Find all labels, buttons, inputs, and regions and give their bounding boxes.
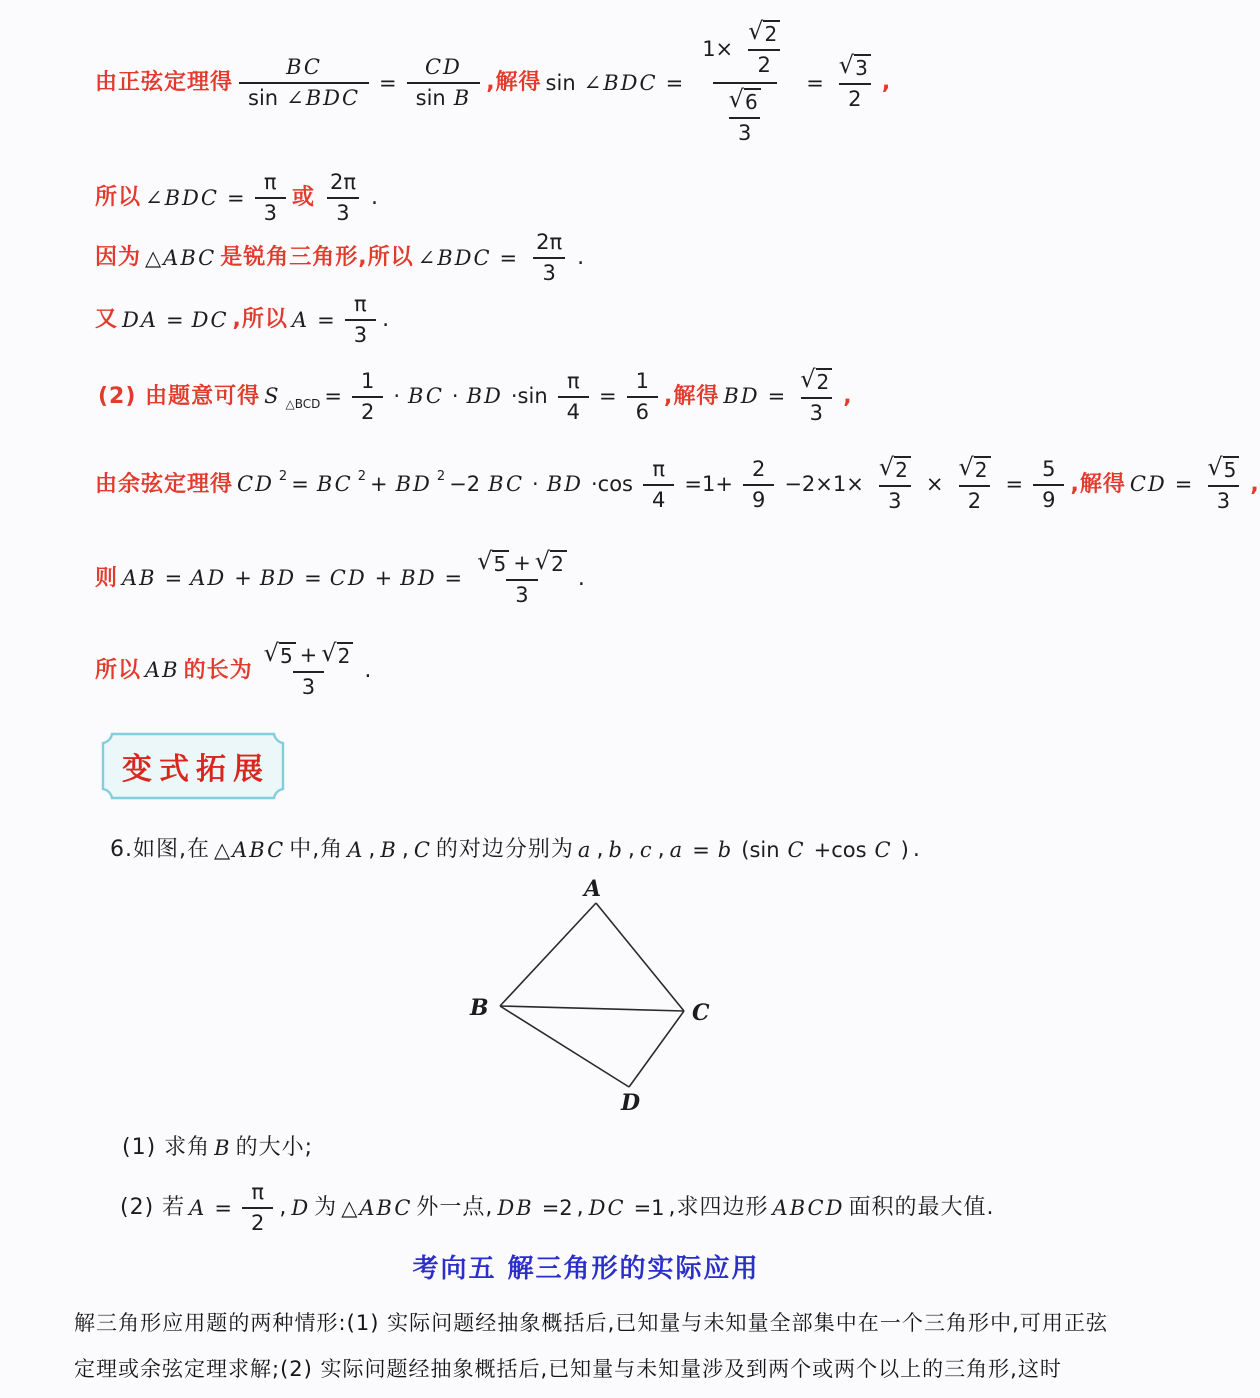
text-run: 6.如图,在	[110, 837, 210, 862]
math-op: 2	[751, 456, 766, 481]
solution-line-da-dc	[95, 290, 390, 350]
numerator	[795, 366, 837, 397]
math-op: ·	[393, 384, 401, 409]
superscript: 2	[436, 468, 446, 484]
sqrt-value: 6	[744, 88, 761, 115]
math-op: 3	[336, 201, 350, 226]
denominator	[713, 82, 777, 150]
radical-icon: √	[321, 639, 337, 667]
fraction	[834, 52, 876, 114]
radical-icon: √	[748, 17, 764, 45]
figure-canvas	[420, 878, 780, 1118]
text-run: 的大小;	[235, 1135, 314, 1160]
figure-edge-ab	[500, 903, 596, 1006]
text-run: ,	[368, 837, 377, 862]
math-op: 1×	[702, 36, 734, 61]
sqrt-value: 5	[492, 550, 509, 577]
numerator	[255, 168, 286, 197]
solution-line-cosine-rule	[95, 454, 1260, 516]
math-op: =	[499, 245, 518, 270]
math-var: ∠BDC	[583, 70, 658, 95]
math-op: 3	[888, 489, 902, 513]
math-var: ∠BDC	[286, 86, 361, 111]
math-op: 3	[353, 323, 368, 348]
fraction	[743, 18, 785, 80]
denominator	[1208, 485, 1239, 516]
math-var: B	[453, 86, 472, 111]
math-var: B	[380, 837, 398, 862]
numerator	[743, 18, 785, 49]
math-op: +	[299, 642, 318, 667]
superscript: 2	[278, 468, 288, 484]
text-run: 为	[314, 1194, 338, 1220]
section-plaque	[100, 731, 286, 801]
math-op: 2	[967, 489, 982, 513]
math-var: BD	[546, 472, 583, 497]
solution-line-area	[98, 366, 853, 428]
math-op: +	[513, 550, 531, 575]
denominator	[407, 82, 481, 113]
math-op: =2	[541, 1195, 573, 1220]
math-op: +cos	[813, 837, 867, 862]
text-run: 中,角	[289, 837, 344, 862]
text-run: ,	[881, 69, 892, 95]
text-run: ,解得	[486, 69, 542, 95]
text-run: ,	[627, 837, 636, 862]
text-run: (1) 求角	[122, 1135, 211, 1160]
sqrt	[534, 547, 567, 577]
text-run: (2) 由题意可得	[98, 383, 261, 409]
sqrt-value: 2	[550, 550, 567, 577]
text-run: ,解得	[1070, 471, 1126, 497]
numerator	[558, 367, 589, 396]
text-run: 由余弦定理得	[95, 471, 234, 497]
radical-icon: √	[800, 365, 816, 393]
math-op: =	[599, 384, 617, 409]
fraction	[693, 16, 796, 150]
math-op: 4	[652, 488, 666, 513]
math-var: BD	[400, 566, 437, 591]
math-op: −2×1×	[784, 472, 864, 497]
fraction	[643, 455, 674, 515]
math-op: 1	[635, 368, 649, 393]
numerator	[259, 640, 359, 671]
math-var: BC	[316, 472, 353, 497]
sqrt-value: 2	[337, 642, 354, 669]
text-run: 又	[95, 306, 119, 332]
math-op: 4	[566, 400, 581, 425]
math-var: △ABC	[341, 1195, 413, 1220]
math-var: BD	[395, 472, 432, 497]
sqrt	[748, 17, 780, 47]
math-op: 3	[301, 675, 316, 699]
sqrt	[838, 51, 871, 81]
math-op: =	[692, 837, 710, 862]
numerator	[724, 86, 766, 117]
sqrt	[728, 85, 761, 115]
radical-icon: √	[263, 639, 279, 667]
sqrt-value: 2	[816, 368, 833, 395]
math-var: DC	[191, 307, 229, 332]
denominator	[959, 485, 990, 516]
math-op: =	[317, 307, 335, 332]
math-op: =	[665, 70, 684, 95]
math-var: DA	[122, 307, 159, 332]
radical-icon: √	[838, 51, 855, 80]
text-run: .	[577, 244, 586, 270]
math-op: =	[214, 1195, 232, 1220]
triangle-figure	[420, 878, 780, 1118]
fraction	[558, 367, 589, 427]
text-run: ,	[843, 383, 853, 409]
fraction	[345, 290, 376, 350]
math-op: =	[444, 566, 463, 591]
numerator	[834, 52, 876, 83]
fraction	[239, 53, 369, 113]
math-var: S	[264, 384, 281, 409]
math-op: ·cos	[590, 472, 633, 497]
denominator	[533, 257, 564, 288]
fraction	[242, 1178, 273, 1238]
math-var: C	[787, 837, 806, 862]
text-run: 的对边分别为	[435, 837, 574, 862]
math-var: B	[214, 1135, 232, 1160]
sqrt-value: 5	[279, 642, 296, 669]
math-op: =	[1174, 472, 1193, 497]
math-op: −2	[449, 472, 481, 497]
math-op: =	[291, 472, 309, 497]
math-op: sin	[545, 70, 576, 95]
denominator	[352, 396, 383, 427]
radical-icon: √	[1207, 453, 1223, 481]
fraction	[352, 367, 383, 427]
text-run: 面积的最大值.	[848, 1194, 995, 1220]
sqrt	[958, 453, 990, 483]
math-op: 3	[809, 401, 823, 425]
text-run: ,所以	[232, 306, 288, 332]
text-run: 的长为	[183, 657, 253, 683]
figure-label-c: C	[692, 1000, 710, 1026]
radical-icon: √	[958, 453, 974, 481]
solution-line-acute	[95, 228, 585, 288]
denominator	[345, 319, 376, 350]
math-op: 3	[542, 261, 556, 286]
numerator	[472, 548, 572, 579]
math-var: ∠BDC	[417, 245, 492, 270]
text-run: (2) 若	[120, 1194, 186, 1220]
fraction	[743, 455, 774, 515]
math-var: b	[717, 837, 734, 862]
denominator	[255, 197, 286, 228]
text-run: 或	[291, 184, 315, 210]
numerator	[242, 1178, 273, 1207]
denominator	[293, 671, 324, 702]
text-run: .	[577, 565, 586, 591]
math-var: △ABC	[145, 245, 217, 270]
sqrt-value: 3	[854, 54, 871, 81]
fraction	[527, 228, 571, 288]
solution-line-ab-length	[95, 640, 372, 702]
math-op: =	[166, 307, 184, 332]
math-op: =	[304, 566, 322, 591]
math-var: BC	[488, 472, 525, 497]
math-op: 2	[250, 1211, 265, 1236]
numerator	[527, 228, 571, 257]
numerator	[643, 455, 674, 484]
math-op: =	[324, 384, 342, 409]
math-op: =	[806, 70, 824, 95]
math-op: 3	[738, 121, 752, 146]
math-op: +	[374, 566, 393, 591]
numerator	[1202, 454, 1244, 485]
denominator	[839, 83, 870, 114]
fraction	[472, 548, 572, 610]
math-op: =	[164, 566, 183, 591]
text-run: 因为	[95, 244, 142, 270]
numerator	[874, 454, 916, 485]
numerator	[1033, 455, 1064, 484]
math-op: 3	[1216, 489, 1231, 513]
math-var: a	[669, 837, 685, 862]
text-run: 由正弦定理得	[95, 69, 234, 95]
numerator	[277, 53, 331, 82]
math-var: BD	[259, 566, 297, 591]
math-op: 2	[757, 53, 771, 77]
math-var: BC	[408, 384, 444, 409]
superscript: 2	[357, 468, 366, 484]
solution-line-ab-sum	[95, 548, 586, 610]
numerator	[352, 367, 383, 396]
math-op: 3	[515, 583, 529, 607]
numerator	[321, 168, 365, 197]
radical-icon: √	[534, 547, 551, 575]
denominator	[801, 397, 832, 428]
math-var: AB	[145, 658, 180, 683]
text-run: 则	[95, 565, 119, 591]
text-run: .	[382, 306, 391, 332]
math-op: 2π	[329, 170, 356, 194]
math-var: C	[874, 837, 893, 862]
math-op: (sin	[741, 837, 780, 862]
math-op: +	[369, 472, 388, 497]
math-op: ×	[925, 472, 944, 497]
numerator	[627, 367, 658, 396]
denominator	[558, 396, 589, 427]
sqrt	[477, 547, 509, 577]
sqrt	[878, 453, 911, 483]
math-op: =	[1005, 472, 1024, 497]
fraction	[953, 454, 995, 516]
fraction	[321, 168, 365, 228]
text-run: 是锐角三角形,所以	[220, 244, 414, 270]
math-op: ·	[451, 384, 459, 409]
math-var: A	[291, 307, 310, 332]
denominator	[242, 1207, 273, 1238]
denominator	[1033, 484, 1064, 515]
math-op: )	[900, 837, 909, 862]
math-var: ABCD	[772, 1195, 845, 1220]
math-op: π	[567, 368, 580, 393]
math-op: =1	[633, 1195, 665, 1220]
math-var: AB	[122, 566, 157, 591]
figure-edge-dc	[629, 1011, 684, 1087]
sqrt-value: 2	[974, 456, 991, 483]
math-op: π	[263, 170, 277, 194]
numerator	[693, 16, 796, 82]
numerator	[953, 454, 995, 485]
denominator	[239, 82, 369, 113]
text-run: 所以	[95, 657, 142, 683]
math-var: b	[608, 837, 624, 862]
text-run: 所以	[95, 184, 142, 210]
text-run: ,	[279, 1194, 288, 1220]
math-op: 6	[635, 400, 649, 425]
section-heading: 考向五 解三角形的实际应用	[412, 1254, 760, 1284]
plaque-label: 变式拓展	[122, 752, 270, 787]
math-var: BD	[723, 384, 760, 409]
math-var: DC	[588, 1195, 626, 1220]
fraction	[259, 640, 359, 702]
math-op: π	[354, 292, 367, 316]
problem-part-2	[120, 1178, 994, 1238]
text-run: ,	[401, 837, 410, 862]
math-op: ·sin	[510, 384, 548, 409]
math-op: ·	[532, 472, 539, 497]
sqrt	[321, 639, 353, 669]
math-op: 9	[751, 488, 766, 513]
denominator	[743, 484, 774, 515]
figure-edge-bd	[500, 1006, 629, 1087]
denominator	[748, 49, 779, 80]
solution-line-bdc-angle	[95, 168, 379, 228]
sqrt	[1207, 453, 1239, 483]
fraction	[1202, 454, 1244, 516]
math-op: 3	[263, 201, 277, 226]
math-op: 1	[360, 368, 375, 393]
math-op: =	[767, 384, 786, 409]
math-var: A	[347, 837, 365, 862]
text-run: ,	[596, 837, 605, 862]
math-var: D	[291, 1195, 311, 1220]
text-run: ,求四边形	[668, 1194, 769, 1220]
math-op: sin	[415, 86, 446, 111]
fraction	[407, 53, 481, 113]
sqrt-value: 5	[1223, 456, 1240, 483]
sqrt-value: 2	[894, 456, 911, 483]
math-var: BD	[466, 384, 503, 409]
figure-label-b: B	[470, 995, 489, 1021]
math-var: BC	[286, 55, 322, 79]
math-var: CD	[424, 55, 462, 79]
math-op: π	[251, 1180, 264, 1204]
sqrt-value: 2	[763, 20, 780, 47]
radical-icon: √	[728, 85, 744, 114]
denominator	[327, 197, 358, 228]
fraction	[795, 366, 837, 428]
math-op: 5	[1042, 456, 1056, 481]
text-run: .	[912, 837, 921, 862]
sqrt	[263, 639, 296, 669]
text-run: ,	[657, 837, 666, 862]
math-op: =	[226, 185, 245, 210]
math-var: CD	[237, 472, 274, 497]
fraction	[627, 367, 658, 427]
denominator	[879, 485, 910, 516]
math-op: 2	[360, 400, 375, 425]
numerator	[345, 290, 376, 319]
solution-line-sine-rule	[95, 16, 891, 150]
problem-stem	[110, 836, 921, 865]
math-var: ∠BDC	[145, 185, 219, 210]
math-var: a	[577, 837, 593, 862]
math-var: CD	[1129, 472, 1167, 497]
math-var: △ABC	[213, 837, 286, 862]
math-op: 9	[1042, 488, 1056, 513]
math-op: sin	[248, 86, 279, 111]
math-var: CD	[329, 566, 367, 591]
denominator	[506, 579, 537, 610]
numerator	[743, 455, 774, 484]
math-op: π	[652, 456, 666, 481]
radical-icon: √	[878, 453, 895, 481]
figure-edge-bc	[500, 1006, 684, 1011]
text-run: ,	[576, 1194, 585, 1220]
math-op: +	[234, 566, 252, 591]
denominator	[729, 117, 760, 148]
fraction	[255, 168, 286, 228]
math-var: AD	[190, 566, 227, 591]
math-var: DB	[497, 1195, 534, 1220]
text-run: 外一点,	[416, 1194, 494, 1220]
intro-paragraph: 解三角形应用题的两种情形:(1) 实际问题经抽象概括后,已知量与未知量全部集中在一个三角形中,可用正弦定理或余弦定理求解;(2) 实际问题经抽象概括后,已知量与未知量涉及到两个或两个以上的三角形,这时	[74, 1311, 1108, 1381]
text-run: ,解得	[664, 383, 720, 409]
math-var: c	[639, 837, 654, 862]
math-var: A	[189, 1195, 207, 1220]
denominator	[627, 396, 658, 427]
numerator	[416, 53, 471, 82]
subscript: △BCD	[285, 397, 321, 412]
sqrt	[800, 365, 832, 395]
math-op: =	[379, 70, 397, 95]
text-run: .	[370, 184, 379, 210]
figure-edge-ac	[596, 903, 684, 1011]
figure-label-d: D	[621, 1090, 641, 1116]
math-op: 2	[848, 87, 862, 112]
problem-part-1	[122, 1134, 313, 1163]
fraction	[1033, 455, 1064, 515]
math-var: C	[413, 837, 432, 862]
figure-label-a: A	[584, 876, 602, 902]
text-run: ,	[1250, 471, 1260, 497]
math-op: 2π	[536, 230, 563, 254]
radical-icon: √	[477, 547, 493, 575]
fraction	[724, 86, 766, 148]
text-run: .	[364, 657, 373, 683]
math-op: =1+	[684, 472, 733, 497]
denominator	[643, 484, 674, 515]
fraction	[874, 454, 916, 516]
